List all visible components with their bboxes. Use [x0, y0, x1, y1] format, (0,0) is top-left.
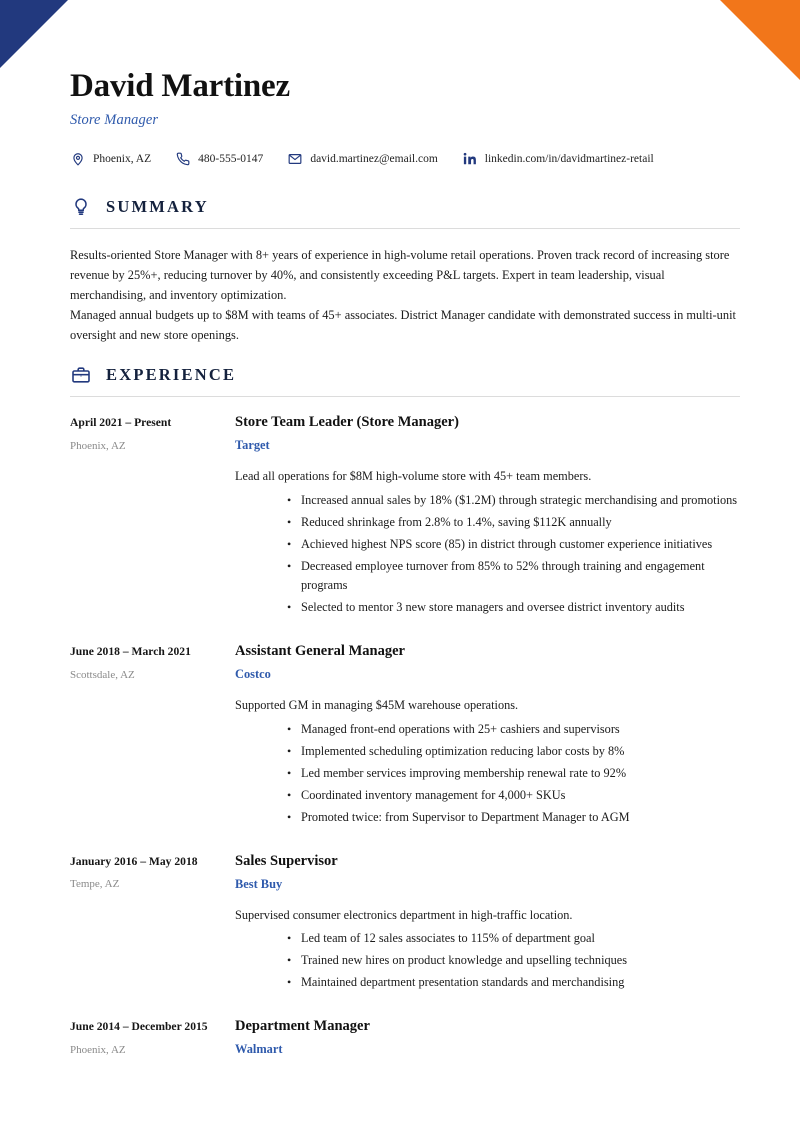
experience-bullet: • Coordinated inventory management for 4,000+ SKUs: [287, 786, 740, 806]
experience-dates: June 2014 – December 2015: [70, 1020, 208, 1034]
experience-meta: [70, 1017, 235, 1057]
section-experience: [70, 364, 740, 1057]
experience-bullet: • Led member services improving membership renewal rate to 92%: [287, 764, 740, 784]
experience-bullet: • Achieved highest NPS score (85) in district through customer experience initiatives: [287, 535, 740, 555]
experience-bullet: • Maintained department presentation standards and merchandising: [287, 973, 740, 993]
experience-dates: January 2016 – May 2018: [70, 854, 198, 868]
contact-linkedin-text: linkedin.com/in/davidmartinez-retail: [484, 153, 654, 166]
summary-paragraph: Results-oriented Store Manager with 8+ years of experience in high-volume retail operations. Proven track record of increasing store revenue by 25%+, reducing turnover by 40%, and consistently exceeding P&L targets. Expert in team leadership, visual merchandising, and inventory optimization.: [70, 248, 730, 303]
experience-divider: [70, 396, 740, 397]
experience-heading: [70, 364, 740, 386]
experience-bullet: • Promoted twice: from Supervisor to Department Manager to AGM: [287, 808, 740, 828]
lightbulb-icon: [70, 196, 92, 218]
experience-location: Phoenix, AZ: [70, 439, 126, 452]
contact-row: [70, 151, 740, 167]
experience-bullets: [235, 720, 740, 828]
section-summary: [70, 196, 740, 345]
experience-detail: [235, 642, 740, 827]
experience-role: Sales Supervisor: [235, 852, 338, 869]
experience-intro: Supervised consumer electronics department in high-traffic location.: [235, 907, 573, 922]
experience-detail: [235, 852, 740, 994]
briefcase-icon: [70, 364, 92, 386]
resume-header: [70, 68, 740, 167]
experience-bullet: • Managed front-end operations with 25+ cashiers and supervisors: [287, 720, 740, 740]
phone-icon: [175, 151, 191, 167]
experience-detail: [235, 413, 740, 618]
contact-location[interactable]: [70, 151, 151, 167]
experience-role: Assistant General Manager: [235, 643, 405, 660]
candidate-name: David Martinez: [70, 68, 290, 104]
experience-bullet: • Implemented scheduling optimization reducing labor costs by 8%: [287, 742, 740, 762]
experience-detail: [235, 1017, 740, 1057]
experience-intro: Supported GM in managing $45M warehouse operations.: [235, 698, 519, 713]
corner-decoration-navy: [0, 0, 68, 68]
contact-email-text: david.martinez@email.com: [310, 153, 438, 166]
experience-bullet: • Reduced shrinkage from 2.8% to 1.4%, saving $112K annually: [287, 513, 740, 533]
contact-phone[interactable]: [175, 151, 263, 167]
experience-company[interactable]: Target: [235, 438, 270, 453]
experience-meta: [70, 413, 235, 453]
experience-location: Scottsdale, AZ: [70, 668, 135, 681]
experience-list: [70, 413, 740, 1057]
experience-bullet: • Led team of 12 sales associates to 115% of department goal: [287, 929, 740, 949]
experience-bullet: • Decreased employee turnover from 85% to 52% through training and engagement programs: [287, 557, 740, 597]
experience-item: [70, 852, 740, 994]
experience-role: Department Manager: [235, 1018, 370, 1035]
contact-phone-text: 480-555-0147: [198, 153, 264, 166]
experience-bullets: [235, 929, 740, 993]
experience-bullet: • Increased annual sales by 18% ($1.2M) through strategic merchandising and promotions: [287, 491, 740, 511]
envelope-icon: [287, 151, 303, 167]
experience-company[interactable]: Costco: [235, 667, 271, 682]
contact-email[interactable]: [287, 151, 437, 167]
linkedin-icon: [462, 151, 478, 167]
summary-paragraph: Managed annual budgets up to $8M with teams of 45+ associates. District Manager candidate with demonstrated success in multi-unit oversight and new store openings.: [70, 308, 736, 343]
candidate-job-title: Store Manager: [70, 112, 159, 129]
summary-title: SUMMARY: [106, 197, 209, 216]
experience-bullets: [235, 491, 740, 618]
experience-company[interactable]: Walmart: [235, 1042, 283, 1057]
experience-intro: Lead all operations for $8M high-volume store with 45+ team members.: [235, 469, 592, 484]
experience-bullet: • Trained new hires on product knowledge and upselling techniques: [287, 951, 740, 971]
experience-company[interactable]: Best Buy: [235, 876, 283, 891]
experience-location: Tempe, AZ: [70, 878, 120, 891]
experience-bullet: • Selected to mentor 3 new store managers and oversee district inventory audits: [287, 598, 740, 618]
experience-meta: [70, 852, 235, 892]
experience-item: [70, 1017, 740, 1057]
experience-dates: June 2018 – March 2021: [70, 645, 191, 659]
experience-item: [70, 642, 740, 827]
experience-location: Phoenix, AZ: [70, 1043, 126, 1056]
contact-location-text: Phoenix, AZ: [93, 153, 152, 166]
experience-meta: [70, 642, 235, 682]
contact-linkedin[interactable]: [462, 151, 654, 167]
summary-body: [70, 245, 740, 345]
experience-dates: April 2021 – Present: [70, 416, 172, 429]
location-pin-icon: [70, 151, 86, 167]
experience-role: Store Team Leader (Store Manager): [235, 414, 459, 430]
summary-divider: [70, 228, 740, 229]
summary-heading: [70, 196, 740, 218]
experience-item: [70, 413, 740, 618]
experience-title: EXPERIENCE: [106, 365, 237, 384]
